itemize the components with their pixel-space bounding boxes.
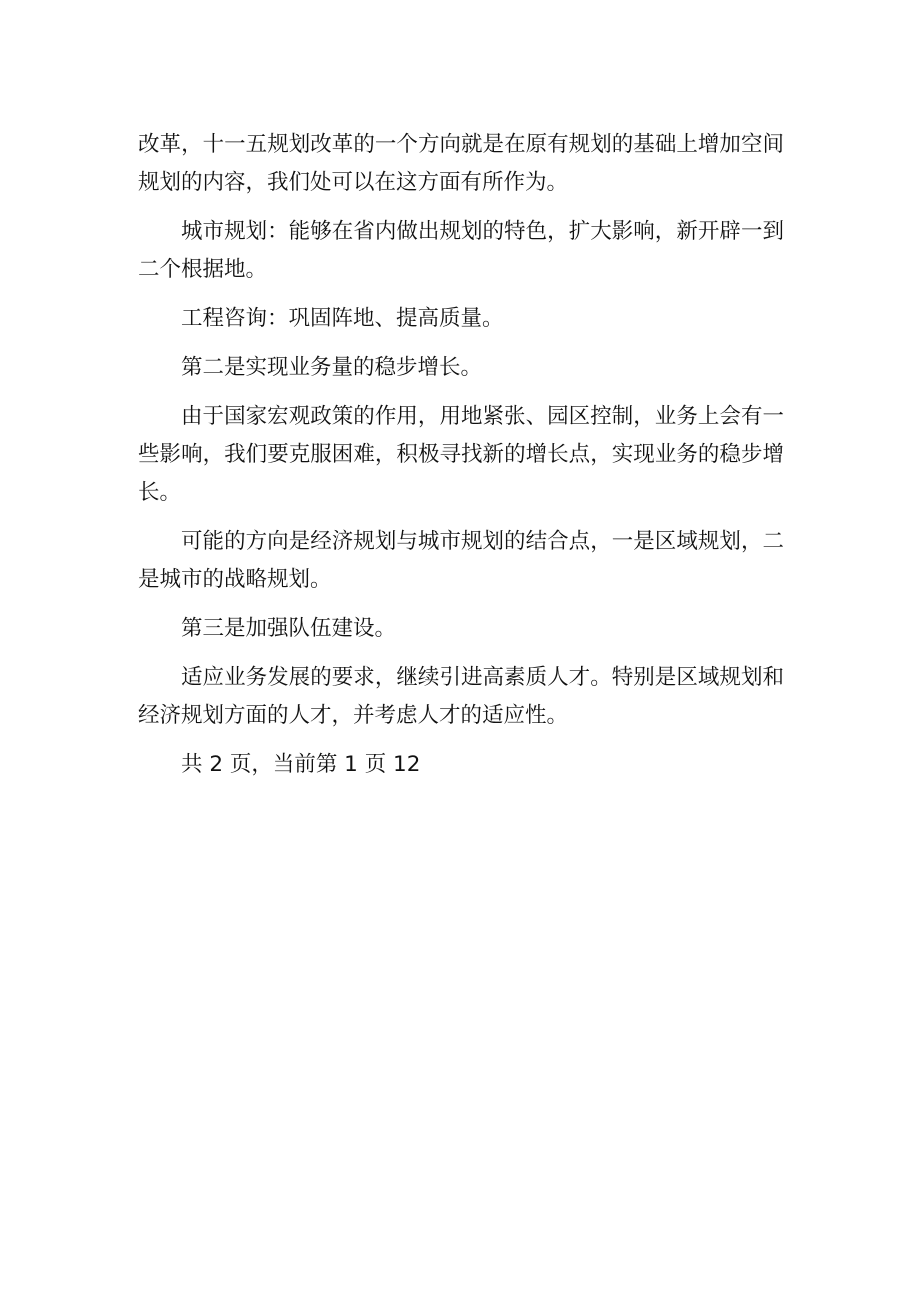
document-body (138, 126, 784, 795)
paragraph-6: 可能的方向是经济规划与城市规划的结合点，一是区域规划，二是城市的战略规划。 (138, 529, 784, 592)
pagination-text: 共 2 页，当前第 1 页 12 (181, 752, 421, 777)
paragraph-2: 城市规划：能够在省内做出规划的特色，扩大影响，新开辟一到二个根据地。 (138, 219, 784, 282)
paragraph-3: 工程咨询：巩固阵地、提高质量。 (181, 306, 504, 331)
paragraph-5: 由于国家宏观政策的作用，用地紧张、园区控制，业务上会有一些影响，我们要克服困难，积极寻找新的增长点，实现业务的稳步增长。 (138, 404, 784, 505)
paragraph-8: 适应业务发展的要求，继续引进高素质人才。特别是区域规划和经济规划方面的人才，并考虑人才的适应性。 (138, 665, 784, 728)
paragraph-7: 第三是加强队伍建设。 (181, 616, 397, 641)
paragraph-4: 第二是实现业务量的稳步增长。 (181, 355, 483, 380)
paragraph-1: 改革，十一五规划改革的一个方向就是在原有规划的基础上增加空间规划的内容，我们处可以在这方面有所作为。 (138, 132, 784, 195)
